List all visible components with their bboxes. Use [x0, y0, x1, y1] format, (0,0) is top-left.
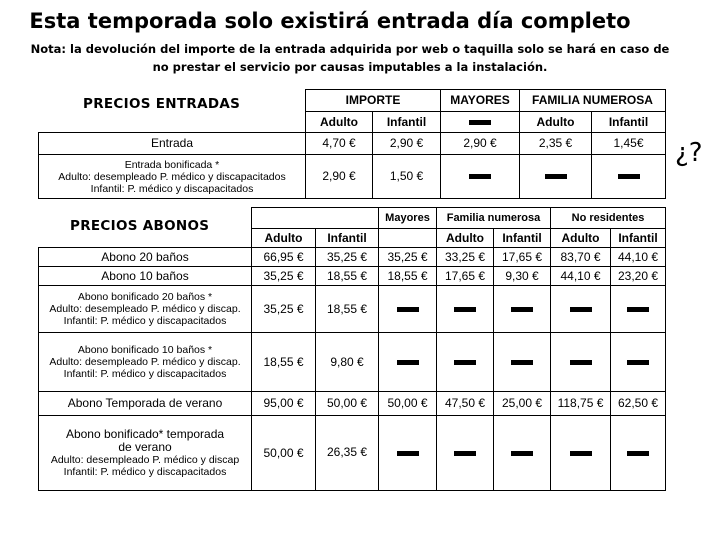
- row-label: [38, 415, 252, 491]
- row-label: [38, 285, 252, 333]
- price-infantil: 35,25 €: [315, 247, 379, 267]
- price-nr-infantil: 44,10 €: [610, 247, 666, 267]
- price-infantil: 1,50 €: [372, 154, 441, 199]
- price-fam-adulto: 17,65 €: [436, 266, 494, 286]
- price-fam-infantil: 1,45€: [591, 132, 666, 155]
- price-nr-adulto: [550, 415, 611, 491]
- price-mayores: [378, 285, 437, 333]
- col-nr-adulto: Adulto: [550, 228, 611, 248]
- price-fam-infantil: [493, 285, 551, 333]
- refund-note: [0, 40, 700, 76]
- header-familia-numerosa: FAMILIA NUMEROSA: [519, 89, 666, 112]
- dash-mark: [397, 307, 419, 312]
- price-fam-infantil: 17,65 €: [493, 247, 551, 267]
- price-adulto: 35,25 €: [251, 266, 316, 286]
- price-nr-adulto: 118,75 €: [550, 391, 611, 416]
- row-label: Abono 20 baños: [38, 247, 252, 267]
- dash-mark: [545, 174, 567, 179]
- price-infantil: 9,80 €: [315, 332, 379, 392]
- price-fam-infantil: 25,00 €: [493, 391, 551, 416]
- price-adulto: 66,95 €: [251, 247, 316, 267]
- price-adulto: 2,90 €: [305, 154, 373, 199]
- abonos-section-title: PRECIOS ABONOS: [70, 218, 210, 234]
- price-fam-infantil: [591, 154, 666, 199]
- row-label-line: Infantil: P. médico y discapacitados: [63, 466, 227, 478]
- price-nr-infantil: 23,20 €: [610, 266, 666, 286]
- dash-mark: [618, 174, 640, 179]
- price-adulto: 4,70 €: [305, 132, 373, 155]
- price-fam-adulto: 33,25 €: [436, 247, 494, 267]
- row-label-line: Adulto: desempleado P. médico y discapacitados: [58, 170, 286, 183]
- price-mayores: [440, 154, 520, 199]
- mayores-no-split-cell: [440, 111, 520, 133]
- page-title: Esta temporada solo existirá entrada día completo: [29, 9, 631, 33]
- price-mayores: 2,90 €: [440, 132, 520, 155]
- col-nr-infantil: Infantil: [610, 228, 666, 248]
- dash-mark: [511, 360, 533, 365]
- header-mayores: Mayores: [378, 207, 437, 229]
- price-fam-infantil: 9,30 €: [493, 266, 551, 286]
- dash-mark: [627, 451, 649, 456]
- price-mayores: 18,55 €: [378, 266, 437, 286]
- col-fam-adulto: Adulto: [436, 228, 494, 248]
- dash-mark: [454, 451, 476, 456]
- row-label-line: Adulto: desempleado P. médico y discap.: [49, 303, 241, 315]
- row-label-line: Adulto: desempleado P. médico y discap.: [49, 356, 241, 368]
- dash-mark: [454, 307, 476, 312]
- dash-mark: [570, 307, 592, 312]
- col-infantil: Infantil: [315, 228, 379, 248]
- col-fam-infantil: Infantil: [591, 111, 666, 133]
- row-label-line: de verano: [118, 440, 172, 454]
- col-adulto: Adulto: [305, 111, 373, 133]
- header-no-residentes: No residentes: [550, 207, 666, 229]
- dash-mark: [627, 307, 649, 312]
- header-importe: IMPORTE: [305, 89, 441, 112]
- price-nr-infantil: 62,50 €: [610, 391, 666, 416]
- price-adulto: 95,00 €: [251, 391, 316, 416]
- price-fam-adulto: 2,35 €: [519, 132, 592, 155]
- col-mayores-blank: [378, 228, 437, 248]
- price-mayores: 50,00 €: [378, 391, 437, 416]
- row-label: Abono Temporada de verano: [38, 391, 252, 416]
- price-mayores: [378, 415, 437, 491]
- price-adulto: 50,00 €: [251, 415, 316, 491]
- row-label-line: Infantil: P. médico y discapacitados: [63, 368, 227, 380]
- price-nr-adulto: [550, 332, 611, 392]
- note-line-2: no prestar el servicio por causas imputables a la instalación.: [152, 60, 548, 74]
- side-question-mark: ¿?: [675, 138, 703, 168]
- row-label-line: Abono bonificado 10 baños *: [77, 344, 213, 356]
- price-fam-adulto: [436, 415, 494, 491]
- dash-mark: [570, 360, 592, 365]
- col-fam-adulto: Adulto: [519, 111, 592, 133]
- header-blank: [251, 207, 379, 229]
- dash-mark: [397, 360, 419, 365]
- row-label: [38, 154, 306, 199]
- dash-mark: [511, 307, 533, 312]
- row-label: Entrada: [38, 132, 306, 155]
- header-mayores: MAYORES: [440, 89, 520, 112]
- price-nr-infantil: [610, 285, 666, 333]
- price-nr-infantil: [610, 332, 666, 392]
- price-fam-adulto: [436, 285, 494, 333]
- dash-mark: [469, 174, 491, 179]
- row-label-line: Infantil: P. médico y discapacitados: [63, 315, 227, 327]
- dash-mark: [454, 360, 476, 365]
- header-familia-numerosa: Familia numerosa: [436, 207, 551, 229]
- note-line-1: Nota: la devolución del importe de la entrada adquirida por web o taquilla solo se hará en caso de: [30, 42, 670, 56]
- price-adulto: 35,25 €: [251, 285, 316, 333]
- price-mayores: [378, 332, 437, 392]
- row-label-line: Adulto: desempleado P. médico y discap: [50, 454, 240, 466]
- dash-mark: [511, 451, 533, 456]
- price-nr-adulto: 83,70 €: [550, 247, 611, 267]
- dash-mark: [397, 451, 419, 456]
- col-infantil: Infantil: [372, 111, 441, 133]
- row-label-line: Entrada bonificada *: [124, 158, 220, 171]
- price-fam-infantil: [493, 415, 551, 491]
- price-infantil: 26,35 €: [315, 415, 379, 491]
- price-mayores: 35,25 €: [378, 247, 437, 267]
- row-label-line: Abono bonificado* temporada: [65, 427, 225, 441]
- price-fam-infantil: [493, 332, 551, 392]
- price-fam-adulto: [436, 332, 494, 392]
- entradas-section-title: PRECIOS ENTRADAS: [83, 96, 241, 112]
- price-infantil: 18,55 €: [315, 285, 379, 333]
- row-label: Abono 10 baños: [38, 266, 252, 286]
- price-adulto: 18,55 €: [251, 332, 316, 392]
- col-fam-infantil: Infantil: [493, 228, 551, 248]
- dash-mark: [627, 360, 649, 365]
- dash-mark: [570, 451, 592, 456]
- row-label-line: Infantil: P. médico y discapacitados: [90, 182, 254, 195]
- price-fam-adulto: 47,50 €: [436, 391, 494, 416]
- price-infantil: 50,00 €: [315, 391, 379, 416]
- col-adulto: Adulto: [251, 228, 316, 248]
- dash-mark: [469, 120, 491, 125]
- row-label: [38, 332, 252, 392]
- row-label-line: Abono bonificado 20 baños *: [77, 291, 213, 303]
- price-nr-infantil: [610, 415, 666, 491]
- price-infantil: 18,55 €: [315, 266, 379, 286]
- price-infantil: 2,90 €: [372, 132, 441, 155]
- price-nr-adulto: [550, 285, 611, 333]
- price-fam-adulto: [519, 154, 592, 199]
- price-nr-adulto: 44,10 €: [550, 266, 611, 286]
